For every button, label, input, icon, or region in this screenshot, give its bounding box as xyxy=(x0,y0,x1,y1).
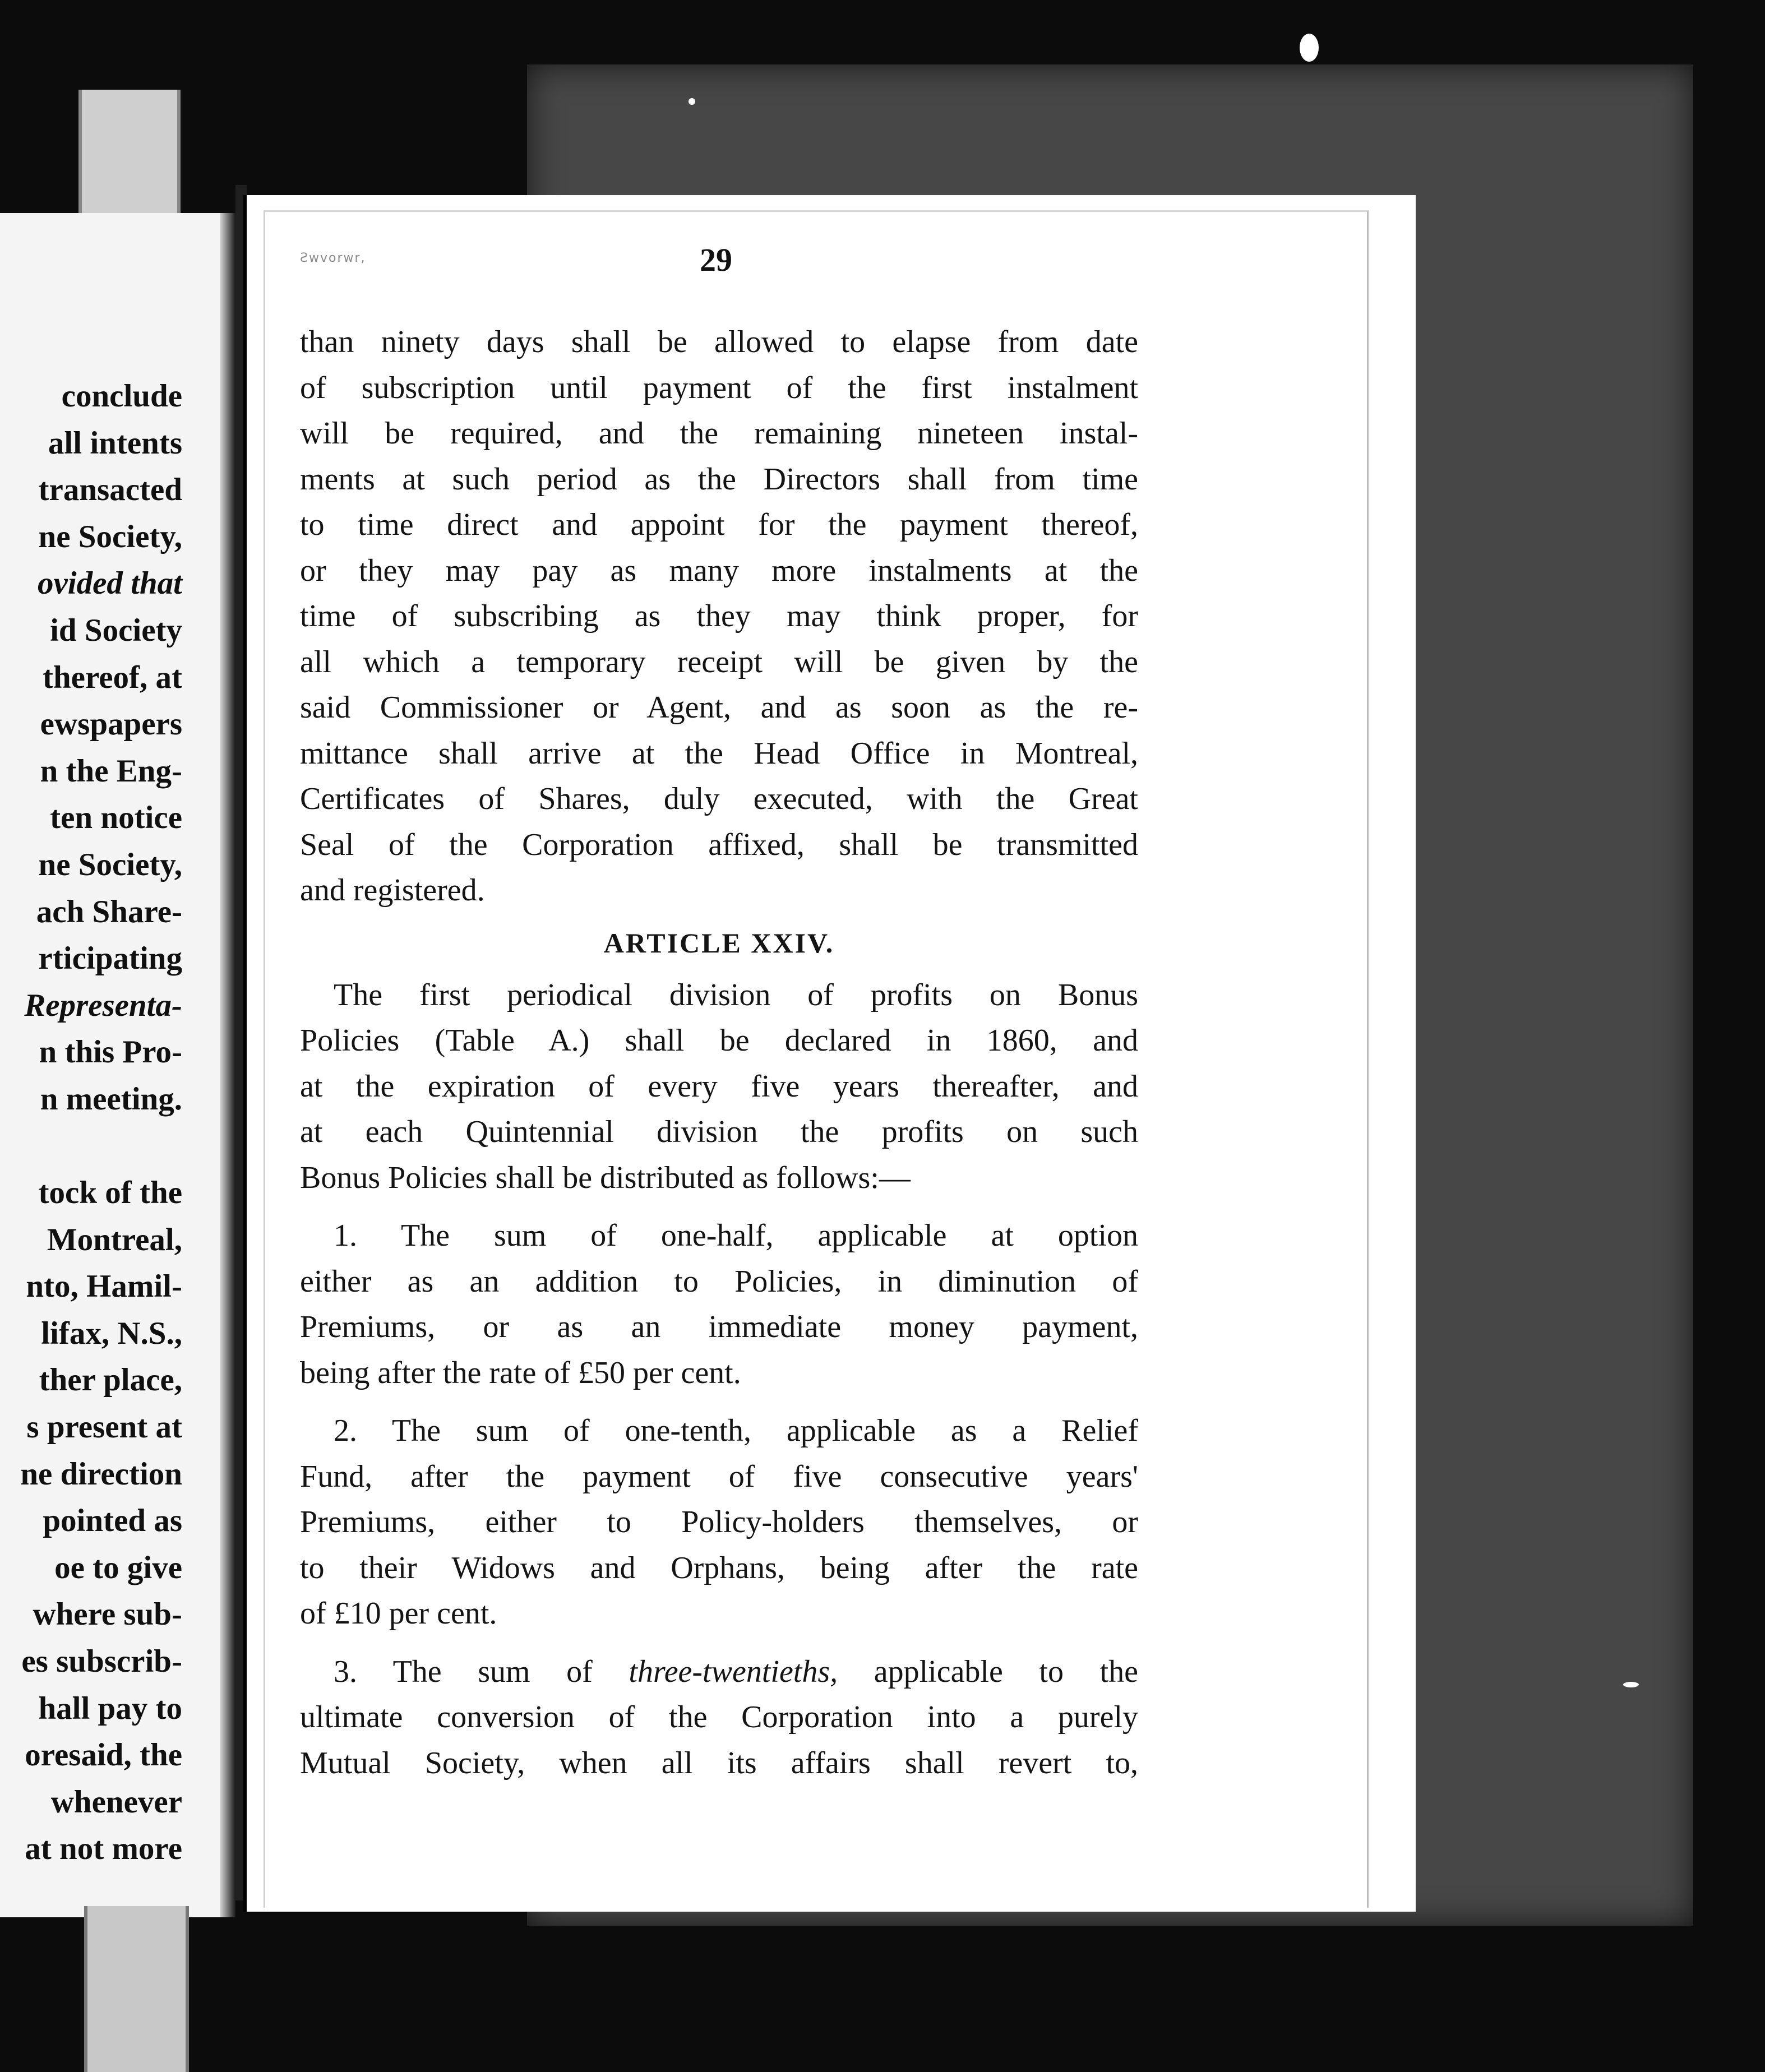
left-line: oresaid, the xyxy=(25,1737,182,1773)
left-line: hall pay to xyxy=(38,1690,182,1726)
book-spine xyxy=(235,185,247,1900)
left-line: n meeting. xyxy=(40,1081,182,1117)
left-line: ten notice xyxy=(50,800,182,836)
text-line: to their Widows and Orphans, being after the rate xyxy=(300,1550,1138,1585)
text-line: and registered. xyxy=(300,873,485,908)
text-line: said Commissioner or Agent, and as soon as the re- xyxy=(300,690,1138,725)
text-line: ultimate conversion of the Corporation into a purely xyxy=(300,1700,1138,1735)
text-line: Policies (Table A.) shall be declared in 1860, and xyxy=(300,1023,1138,1058)
left-line: id Society xyxy=(50,612,182,648)
paragraph-profits xyxy=(300,973,1138,1201)
left-line: ther place, xyxy=(39,1362,182,1398)
left-line: nto, Hamil- xyxy=(26,1269,182,1305)
left-line: oe to give xyxy=(54,1550,182,1585)
left-page-text xyxy=(20,373,182,1872)
running-mark: Ƨwvorwr, xyxy=(300,251,366,265)
item-one xyxy=(300,1213,1138,1396)
scan-speck xyxy=(1300,34,1319,62)
left-page-gutter xyxy=(220,213,235,1917)
text-line: either as an addition to Policies, in diminution of xyxy=(300,1264,1138,1299)
left-line: ne Society, xyxy=(38,519,182,554)
left-line: Montreal, xyxy=(47,1222,182,1257)
left-line: lifax, N.S., xyxy=(41,1315,182,1351)
text-line: or they may pay as many more instalments at the xyxy=(300,553,1138,588)
paragraph-gap xyxy=(300,1201,1138,1213)
paragraph-gap xyxy=(300,1396,1138,1408)
left-line: thereof, at xyxy=(42,659,182,695)
left-line: ne direction xyxy=(20,1456,182,1492)
text-line: 2. The sum of one-tenth, applicable as a Relief xyxy=(334,1413,1138,1448)
left-line: conclude xyxy=(61,378,182,414)
item-three-prefix: 3. The sum of xyxy=(334,1654,593,1689)
left-line: ovided that xyxy=(37,566,182,602)
text-line: of subscription until payment of the first instalment xyxy=(300,370,1138,405)
left-line: transacted xyxy=(38,472,182,508)
left-line: tock of the xyxy=(38,1175,182,1211)
left-line: where sub- xyxy=(33,1597,182,1632)
left-line: n this Pro- xyxy=(39,1034,182,1070)
left-line: rticipating xyxy=(38,941,182,977)
left-line: whenever xyxy=(50,1784,182,1820)
page-number: 29 xyxy=(700,242,732,278)
text-line: Seal of the Corporation affixed, shall be transmitted xyxy=(300,827,1138,862)
text-line: Premiums, either to Policy-holders themselves, or xyxy=(300,1505,1138,1539)
text-line: Premiums, or as an immediate money payment, xyxy=(300,1310,1138,1344)
item-three-italic: three-twentieths, xyxy=(629,1654,838,1689)
text-line: The first periodical division of profits on Bonus xyxy=(334,977,1138,1012)
left-line: ach Share- xyxy=(36,894,182,929)
text-line: to time direct and appoint for the payment thereof, xyxy=(300,507,1138,542)
text-line: Fund, after the payment of five consecutive years' xyxy=(300,1459,1138,1494)
text-line: being after the rate of £50 per cent. xyxy=(300,1355,741,1390)
paragraph-continuation xyxy=(300,320,1138,914)
left-line: ewspapers xyxy=(40,706,182,742)
left-line: at not more xyxy=(25,1831,182,1867)
item-three xyxy=(300,1649,1138,1787)
left-line: n the Eng- xyxy=(40,753,182,789)
item-three-suffix: applicable to the xyxy=(874,1654,1138,1689)
bottom-bookmark-tab xyxy=(84,1906,189,2072)
left-page xyxy=(0,213,235,1917)
left-line: ne Society, xyxy=(38,847,182,882)
text-line: all which a temporary receipt will be given by the xyxy=(300,644,1138,679)
text-line: Mutual Society, when all its affairs shall revert to, xyxy=(300,1745,1138,1780)
text-line: will be required, and the remaining nineteen instal- xyxy=(300,416,1138,451)
text-line: at each Quintennial division the profits on such xyxy=(300,1114,1138,1149)
left-line: pointed as xyxy=(43,1503,182,1539)
text-line xyxy=(300,1649,1138,1695)
text-line: than ninety days shall be allowed to elapse from date xyxy=(300,325,1138,359)
right-page-text xyxy=(300,320,1138,1786)
paragraph-gap xyxy=(300,1637,1138,1649)
text-line: 1. The sum of one-half, applicable at option xyxy=(334,1218,1138,1253)
text-line: of £10 per cent. xyxy=(300,1596,497,1631)
left-line: Representa- xyxy=(24,987,182,1023)
text-line: Bonus Policies shall be distributed as follows:— xyxy=(300,1160,911,1195)
item-two xyxy=(300,1408,1138,1637)
left-line: s present at xyxy=(26,1409,182,1445)
text-line: Certificates of Shares, duly executed, with the Great xyxy=(300,781,1138,816)
scan-speck xyxy=(1623,1682,1639,1687)
left-line: es subscrib- xyxy=(21,1644,182,1680)
text-line: at the expiration of every five years thereafter, and xyxy=(300,1069,1138,1104)
scan-speck xyxy=(689,98,695,105)
text-line: time of subscribing as they may think proper, for xyxy=(300,599,1138,633)
left-line-gap xyxy=(20,1123,182,1170)
text-line: ments at such period as the Directors shall from time xyxy=(300,461,1138,497)
article-heading: ARTICLE XXIV. xyxy=(603,927,835,959)
text-line: mittance shall arrive at the Head Office in Montreal, xyxy=(300,736,1138,771)
left-line: all intents xyxy=(48,425,182,461)
